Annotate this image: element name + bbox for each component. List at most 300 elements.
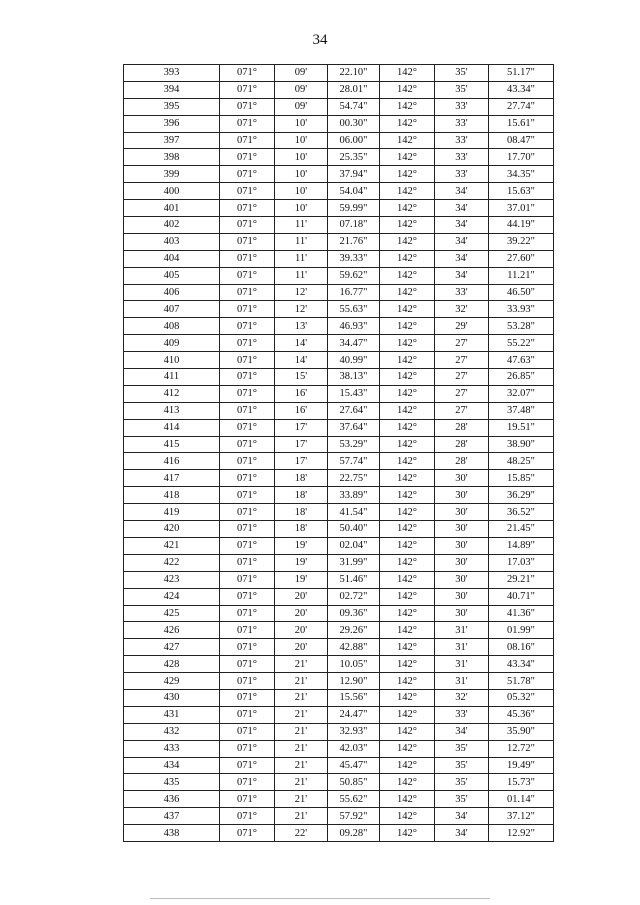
lat-degrees-cell: 142° [380, 757, 435, 774]
lat-seconds-cell: 27.60" [489, 250, 554, 267]
table-row [124, 673, 554, 690]
footer-rule [150, 898, 490, 899]
lat-seconds-cell: 43.34" [489, 656, 554, 673]
lon-degrees-cell: 071° [220, 605, 275, 622]
lon-degrees-cell: 071° [220, 487, 275, 504]
lat-seconds-cell: 12.72" [489, 740, 554, 757]
point-number-cell: 395 [124, 98, 220, 115]
lon-seconds-cell: 57.74" [328, 453, 380, 470]
lat-seconds-cell: 34.35" [489, 166, 554, 183]
lon-degrees-cell: 071° [220, 571, 275, 588]
lat-minutes-cell: 30' [435, 588, 489, 605]
point-number-cell: 397 [124, 132, 220, 149]
lat-degrees-cell: 142° [380, 233, 435, 250]
point-number-cell: 413 [124, 402, 220, 419]
lon-minutes-cell: 13' [275, 318, 328, 335]
table-row [124, 757, 554, 774]
lat-seconds-cell: 15.61" [489, 115, 554, 132]
lat-degrees-cell: 142° [380, 504, 435, 521]
lon-seconds-cell: 15.56" [328, 689, 380, 706]
lat-degrees-cell: 142° [380, 706, 435, 723]
lon-degrees-cell: 071° [220, 250, 275, 267]
lon-degrees-cell: 071° [220, 639, 275, 656]
lat-seconds-cell: 15.85" [489, 470, 554, 487]
lat-seconds-cell: 14.89" [489, 537, 554, 554]
lon-degrees-cell: 071° [220, 284, 275, 301]
table-row [124, 571, 554, 588]
lon-degrees-cell: 071° [220, 774, 275, 791]
lon-degrees-cell: 071° [220, 757, 275, 774]
lat-minutes-cell: 27' [435, 385, 489, 402]
lat-minutes-cell: 34' [435, 267, 489, 284]
lat-seconds-cell: 43.34" [489, 81, 554, 98]
lon-minutes-cell: 09' [275, 81, 328, 98]
table-row [124, 723, 554, 740]
lon-degrees-cell: 071° [220, 656, 275, 673]
point-number-cell: 403 [124, 233, 220, 250]
point-number-cell: 424 [124, 588, 220, 605]
lat-degrees-cell: 142° [380, 149, 435, 166]
table-row [124, 740, 554, 757]
lon-minutes-cell: 17' [275, 419, 328, 436]
lon-seconds-cell: 51.46" [328, 571, 380, 588]
lat-minutes-cell: 33' [435, 284, 489, 301]
point-number-cell: 433 [124, 740, 220, 757]
point-number-cell: 406 [124, 284, 220, 301]
lat-seconds-cell: 53.28" [489, 318, 554, 335]
lon-seconds-cell: 33.89" [328, 487, 380, 504]
lon-seconds-cell: 59.62" [328, 267, 380, 284]
lat-seconds-cell: 08.16" [489, 639, 554, 656]
lat-seconds-cell: 27.74" [489, 98, 554, 115]
point-number-cell: 414 [124, 419, 220, 436]
lon-seconds-cell: 09.36" [328, 605, 380, 622]
lon-minutes-cell: 10' [275, 166, 328, 183]
lat-degrees-cell: 142° [380, 335, 435, 352]
lon-seconds-cell: 12.90" [328, 673, 380, 690]
lat-seconds-cell: 51.17" [489, 65, 554, 82]
table-row [124, 791, 554, 808]
lon-seconds-cell: 55.62" [328, 791, 380, 808]
point-number-cell: 408 [124, 318, 220, 335]
coordinates-table [123, 64, 554, 842]
lon-seconds-cell: 41.54" [328, 504, 380, 521]
point-number-cell: 425 [124, 605, 220, 622]
lon-seconds-cell: 29.26" [328, 622, 380, 639]
lon-degrees-cell: 071° [220, 301, 275, 318]
lat-seconds-cell: 19.49" [489, 757, 554, 774]
lon-seconds-cell: 39.33" [328, 250, 380, 267]
lat-seconds-cell: 41.36" [489, 605, 554, 622]
point-number-cell: 405 [124, 267, 220, 284]
lat-seconds-cell: 12.92" [489, 825, 554, 842]
lon-degrees-cell: 071° [220, 808, 275, 825]
table-row [124, 656, 554, 673]
point-number-cell: 427 [124, 639, 220, 656]
table-row [124, 689, 554, 706]
lon-seconds-cell: 02.72" [328, 588, 380, 605]
lat-minutes-cell: 35' [435, 774, 489, 791]
lat-degrees-cell: 142° [380, 436, 435, 453]
lat-seconds-cell: 17.70" [489, 149, 554, 166]
table-row [124, 774, 554, 791]
point-number-cell: 412 [124, 385, 220, 402]
lon-minutes-cell: 10' [275, 149, 328, 166]
lon-seconds-cell: 59.99" [328, 200, 380, 217]
point-number-cell: 434 [124, 757, 220, 774]
lon-seconds-cell: 02.04" [328, 537, 380, 554]
point-number-cell: 436 [124, 791, 220, 808]
table-row [124, 808, 554, 825]
lon-minutes-cell: 17' [275, 436, 328, 453]
coordinates-table-body [124, 65, 554, 842]
point-number-cell: 426 [124, 622, 220, 639]
lat-seconds-cell: 29.21" [489, 571, 554, 588]
point-number-cell: 400 [124, 183, 220, 200]
lat-degrees-cell: 142° [380, 656, 435, 673]
lon-seconds-cell: 32.93" [328, 723, 380, 740]
point-number-cell: 409 [124, 335, 220, 352]
lat-degrees-cell: 142° [380, 352, 435, 369]
table-row [124, 65, 554, 82]
lon-seconds-cell: 42.03" [328, 740, 380, 757]
table-row [124, 81, 554, 98]
point-number-cell: 431 [124, 706, 220, 723]
point-number-cell: 404 [124, 250, 220, 267]
lat-minutes-cell: 34' [435, 808, 489, 825]
lon-degrees-cell: 071° [220, 689, 275, 706]
lon-degrees-cell: 071° [220, 65, 275, 82]
lat-seconds-cell: 40.71" [489, 588, 554, 605]
lat-minutes-cell: 33' [435, 149, 489, 166]
lon-degrees-cell: 071° [220, 98, 275, 115]
lon-minutes-cell: 21' [275, 791, 328, 808]
lat-degrees-cell: 142° [380, 689, 435, 706]
lon-degrees-cell: 071° [220, 217, 275, 234]
table-row [124, 537, 554, 554]
lat-seconds-cell: 15.73" [489, 774, 554, 791]
lon-seconds-cell: 38.13" [328, 369, 380, 386]
lon-seconds-cell: 21.76" [328, 233, 380, 250]
lat-degrees-cell: 142° [380, 267, 435, 284]
lon-seconds-cell: 22.10" [328, 65, 380, 82]
lon-seconds-cell: 34.47" [328, 335, 380, 352]
point-number-cell: 411 [124, 369, 220, 386]
lat-minutes-cell: 30' [435, 470, 489, 487]
lat-minutes-cell: 30' [435, 521, 489, 538]
point-number-cell: 398 [124, 149, 220, 166]
table-row [124, 183, 554, 200]
lon-minutes-cell: 18' [275, 470, 328, 487]
lon-degrees-cell: 071° [220, 183, 275, 200]
lat-seconds-cell: 35.90" [489, 723, 554, 740]
lon-degrees-cell: 071° [220, 352, 275, 369]
lon-degrees-cell: 071° [220, 622, 275, 639]
table-row [124, 521, 554, 538]
lat-seconds-cell: 08.47" [489, 132, 554, 149]
lon-minutes-cell: 12' [275, 284, 328, 301]
lon-minutes-cell: 19' [275, 537, 328, 554]
point-number-cell: 394 [124, 81, 220, 98]
page-number: 34 [312, 32, 328, 48]
lon-seconds-cell: 10.05" [328, 656, 380, 673]
lon-seconds-cell: 25.35" [328, 149, 380, 166]
lat-minutes-cell: 30' [435, 571, 489, 588]
table-row [124, 504, 554, 521]
lon-degrees-cell: 071° [220, 335, 275, 352]
lat-degrees-cell: 142° [380, 200, 435, 217]
lat-minutes-cell: 31' [435, 673, 489, 690]
lon-seconds-cell: 37.64" [328, 419, 380, 436]
lon-minutes-cell: 21' [275, 774, 328, 791]
lon-minutes-cell: 11' [275, 250, 328, 267]
lon-minutes-cell: 18' [275, 521, 328, 538]
lat-minutes-cell: 27' [435, 402, 489, 419]
lon-degrees-cell: 071° [220, 267, 275, 284]
lat-minutes-cell: 30' [435, 554, 489, 571]
lat-seconds-cell: 47.63" [489, 352, 554, 369]
lat-degrees-cell: 142° [380, 723, 435, 740]
lon-degrees-cell: 071° [220, 115, 275, 132]
lat-degrees-cell: 142° [380, 825, 435, 842]
lon-degrees-cell: 071° [220, 385, 275, 402]
lat-degrees-cell: 142° [380, 622, 435, 639]
lon-minutes-cell: 12' [275, 301, 328, 318]
lon-degrees-cell: 071° [220, 537, 275, 554]
lat-degrees-cell: 142° [380, 808, 435, 825]
lon-degrees-cell: 071° [220, 402, 275, 419]
lat-minutes-cell: 35' [435, 65, 489, 82]
lat-minutes-cell: 34' [435, 183, 489, 200]
lat-degrees-cell: 142° [380, 487, 435, 504]
lon-seconds-cell: 09.28" [328, 825, 380, 842]
point-number-cell: 416 [124, 453, 220, 470]
table-row [124, 385, 554, 402]
lat-degrees-cell: 142° [380, 284, 435, 301]
lat-minutes-cell: 34' [435, 723, 489, 740]
table-row [124, 217, 554, 234]
lat-seconds-cell: 36.29" [489, 487, 554, 504]
lon-seconds-cell: 53.29" [328, 436, 380, 453]
lat-minutes-cell: 31' [435, 639, 489, 656]
lon-seconds-cell: 46.93" [328, 318, 380, 335]
lat-seconds-cell: 45.36" [489, 706, 554, 723]
lat-seconds-cell: 05.32" [489, 689, 554, 706]
lon-minutes-cell: 21' [275, 723, 328, 740]
lon-seconds-cell: 37.94" [328, 166, 380, 183]
lat-degrees-cell: 142° [380, 419, 435, 436]
lon-degrees-cell: 071° [220, 470, 275, 487]
lat-degrees-cell: 142° [380, 65, 435, 82]
lat-minutes-cell: 34' [435, 200, 489, 217]
lat-minutes-cell: 33' [435, 98, 489, 115]
lat-minutes-cell: 27' [435, 352, 489, 369]
lat-minutes-cell: 35' [435, 740, 489, 757]
lat-seconds-cell: 21.45" [489, 521, 554, 538]
lon-seconds-cell: 24.47" [328, 706, 380, 723]
lon-minutes-cell: 21' [275, 706, 328, 723]
lon-seconds-cell: 06.00" [328, 132, 380, 149]
lat-seconds-cell: 46.50" [489, 284, 554, 301]
lat-degrees-cell: 142° [380, 571, 435, 588]
lat-minutes-cell: 35' [435, 791, 489, 808]
lon-minutes-cell: 16' [275, 385, 328, 402]
lon-minutes-cell: 21' [275, 673, 328, 690]
point-number-cell: 399 [124, 166, 220, 183]
lat-seconds-cell: 37.48" [489, 402, 554, 419]
lon-degrees-cell: 071° [220, 149, 275, 166]
table-row [124, 453, 554, 470]
lat-minutes-cell: 33' [435, 706, 489, 723]
lon-minutes-cell: 09' [275, 65, 328, 82]
lon-minutes-cell: 09' [275, 98, 328, 115]
point-number-cell: 402 [124, 217, 220, 234]
lon-degrees-cell: 071° [220, 200, 275, 217]
lon-seconds-cell: 57.92" [328, 808, 380, 825]
table-row [124, 470, 554, 487]
lon-seconds-cell: 54.74" [328, 98, 380, 115]
lon-degrees-cell: 071° [220, 436, 275, 453]
table-row [124, 436, 554, 453]
table-row [124, 487, 554, 504]
lat-minutes-cell: 27' [435, 335, 489, 352]
lon-minutes-cell: 20' [275, 639, 328, 656]
table-row [124, 588, 554, 605]
point-number-cell: 428 [124, 656, 220, 673]
lon-seconds-cell: 27.64" [328, 402, 380, 419]
table-row [124, 149, 554, 166]
lon-minutes-cell: 20' [275, 622, 328, 639]
lon-minutes-cell: 16' [275, 402, 328, 419]
lat-seconds-cell: 51.78" [489, 673, 554, 690]
lon-minutes-cell: 21' [275, 757, 328, 774]
lat-minutes-cell: 30' [435, 537, 489, 554]
lon-minutes-cell: 17' [275, 453, 328, 470]
lon-degrees-cell: 071° [220, 723, 275, 740]
lat-minutes-cell: 35' [435, 757, 489, 774]
lat-seconds-cell: 36.52" [489, 504, 554, 521]
lon-seconds-cell: 50.85" [328, 774, 380, 791]
point-number-cell: 432 [124, 723, 220, 740]
table-row [124, 369, 554, 386]
lat-seconds-cell: 17.03" [489, 554, 554, 571]
table-row [124, 98, 554, 115]
lat-minutes-cell: 28' [435, 453, 489, 470]
lon-minutes-cell: 10' [275, 115, 328, 132]
lon-degrees-cell: 071° [220, 504, 275, 521]
lat-minutes-cell: 33' [435, 115, 489, 132]
lon-minutes-cell: 18' [275, 504, 328, 521]
lat-seconds-cell: 11.21" [489, 267, 554, 284]
lon-minutes-cell: 21' [275, 689, 328, 706]
table-row [124, 825, 554, 842]
lat-degrees-cell: 142° [380, 402, 435, 419]
lon-degrees-cell: 071° [220, 825, 275, 842]
lat-seconds-cell: 39.22" [489, 233, 554, 250]
table-row [124, 706, 554, 723]
lon-seconds-cell: 07.18" [328, 217, 380, 234]
point-number-cell: 407 [124, 301, 220, 318]
point-number-cell: 437 [124, 808, 220, 825]
lat-degrees-cell: 142° [380, 521, 435, 538]
lat-degrees-cell: 142° [380, 791, 435, 808]
lat-minutes-cell: 30' [435, 605, 489, 622]
lat-degrees-cell: 142° [380, 588, 435, 605]
lon-degrees-cell: 071° [220, 706, 275, 723]
point-number-cell: 396 [124, 115, 220, 132]
lon-minutes-cell: 21' [275, 740, 328, 757]
point-number-cell: 418 [124, 487, 220, 504]
lon-seconds-cell: 28.01" [328, 81, 380, 98]
lon-seconds-cell: 16.77" [328, 284, 380, 301]
lon-degrees-cell: 071° [220, 791, 275, 808]
lon-minutes-cell: 14' [275, 352, 328, 369]
table-row [124, 402, 554, 419]
table-row [124, 267, 554, 284]
lat-degrees-cell: 142° [380, 250, 435, 267]
lat-degrees-cell: 142° [380, 554, 435, 571]
lat-degrees-cell: 142° [380, 740, 435, 757]
lat-seconds-cell: 19.51" [489, 419, 554, 436]
lon-degrees-cell: 071° [220, 318, 275, 335]
lat-minutes-cell: 30' [435, 504, 489, 521]
lat-minutes-cell: 34' [435, 825, 489, 842]
lon-degrees-cell: 071° [220, 233, 275, 250]
lon-seconds-cell: 15.43" [328, 385, 380, 402]
lon-degrees-cell: 071° [220, 588, 275, 605]
lon-seconds-cell: 45.47" [328, 757, 380, 774]
lon-minutes-cell: 20' [275, 605, 328, 622]
point-number-cell: 421 [124, 537, 220, 554]
table-row [124, 622, 554, 639]
point-number-cell: 423 [124, 571, 220, 588]
table-row [124, 554, 554, 571]
table-row [124, 318, 554, 335]
table-row [124, 419, 554, 436]
lon-minutes-cell: 14' [275, 335, 328, 352]
lat-minutes-cell: 32' [435, 301, 489, 318]
table-row [124, 335, 554, 352]
lon-minutes-cell: 20' [275, 588, 328, 605]
lat-minutes-cell: 34' [435, 217, 489, 234]
lat-minutes-cell: 31' [435, 622, 489, 639]
lat-degrees-cell: 142° [380, 453, 435, 470]
lat-degrees-cell: 142° [380, 183, 435, 200]
lon-minutes-cell: 11' [275, 217, 328, 234]
lat-seconds-cell: 26.85" [489, 369, 554, 386]
table-row [124, 200, 554, 217]
lat-degrees-cell: 142° [380, 217, 435, 234]
lon-degrees-cell: 071° [220, 740, 275, 757]
lon-seconds-cell: 50.40" [328, 521, 380, 538]
point-number-cell: 415 [124, 436, 220, 453]
lon-minutes-cell: 22' [275, 825, 328, 842]
lat-degrees-cell: 142° [380, 774, 435, 791]
table-row [124, 250, 554, 267]
lon-seconds-cell: 22.75" [328, 470, 380, 487]
point-number-cell: 420 [124, 521, 220, 538]
lat-minutes-cell: 32' [435, 689, 489, 706]
lat-degrees-cell: 142° [380, 132, 435, 149]
lon-degrees-cell: 071° [220, 369, 275, 386]
lat-minutes-cell: 29' [435, 318, 489, 335]
lat-minutes-cell: 30' [435, 487, 489, 504]
lat-degrees-cell: 142° [380, 673, 435, 690]
lat-degrees-cell: 142° [380, 166, 435, 183]
lat-degrees-cell: 142° [380, 301, 435, 318]
lon-minutes-cell: 10' [275, 132, 328, 149]
lon-degrees-cell: 071° [220, 81, 275, 98]
